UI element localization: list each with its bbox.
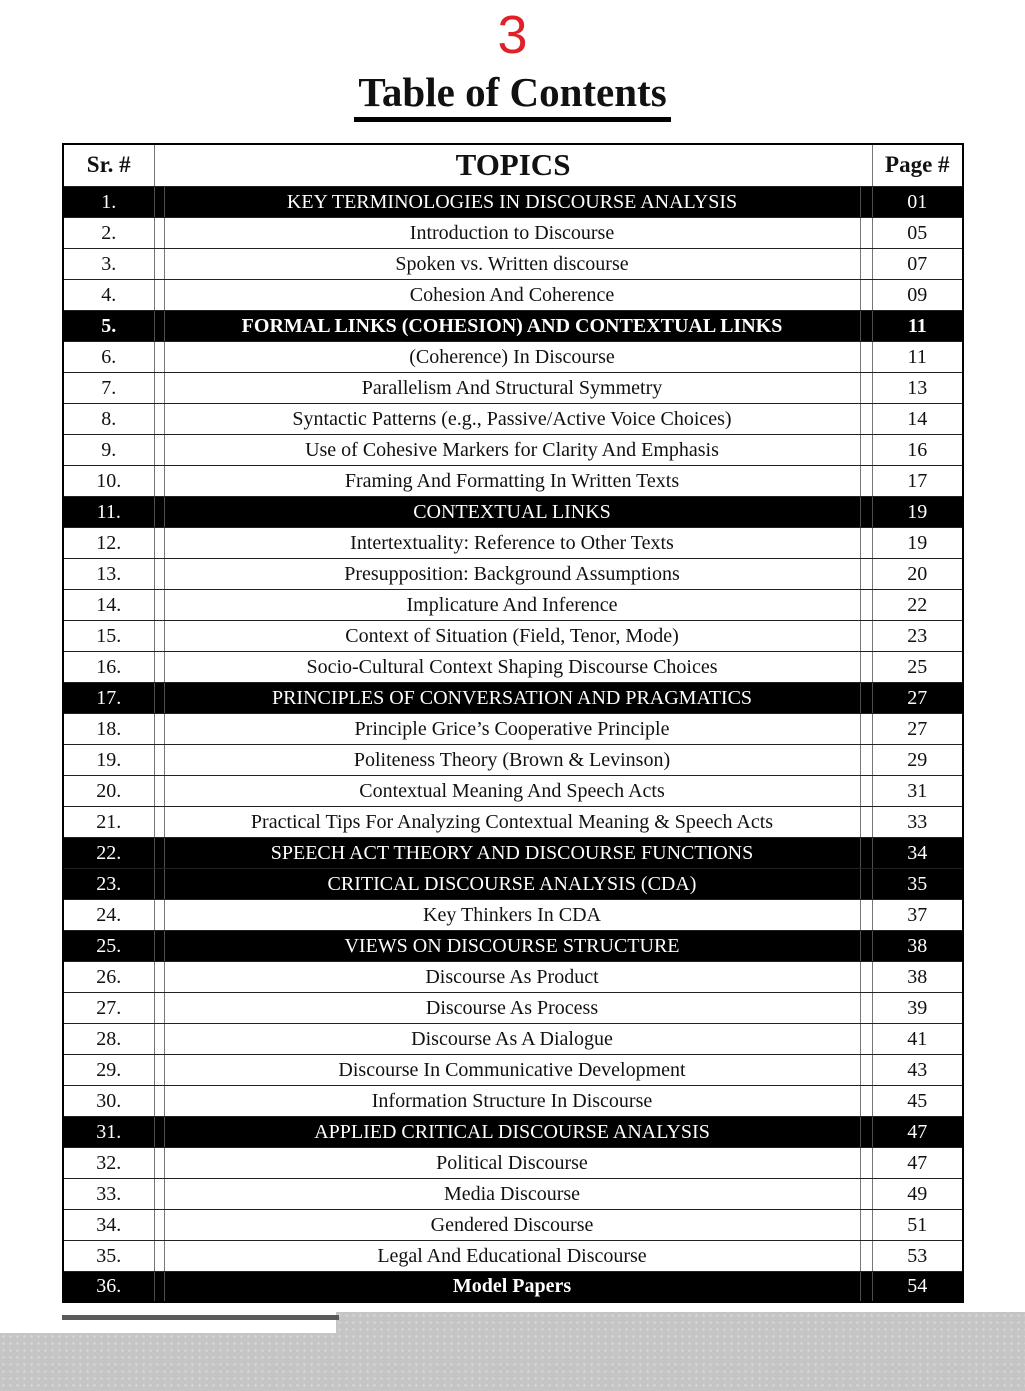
toc-row-sr: 31. bbox=[63, 1116, 154, 1147]
toc-row-page: 29 bbox=[872, 744, 963, 775]
toc-row-topic: Political Discourse bbox=[164, 1147, 860, 1178]
toc-row-gap bbox=[860, 279, 872, 310]
toc-row-gap bbox=[154, 1054, 164, 1085]
toc-row bbox=[63, 806, 963, 837]
toc-row-topic: Politeness Theory (Brown & Levinson) bbox=[164, 744, 860, 775]
toc-row-topic: Cohesion And Coherence bbox=[164, 279, 860, 310]
toc-row bbox=[63, 775, 963, 806]
toc-row-gap bbox=[154, 341, 164, 372]
toc-row-gap bbox=[154, 651, 164, 682]
toc-row-sr: 27. bbox=[63, 992, 154, 1023]
page-edge-shadow bbox=[62, 1315, 339, 1320]
toc-row-gap bbox=[860, 372, 872, 403]
toc-row-gap bbox=[860, 837, 872, 868]
toc-table bbox=[62, 143, 964, 1303]
toc-row-gap bbox=[860, 217, 872, 248]
toc-row-gap bbox=[860, 713, 872, 744]
toc-row-page: 45 bbox=[872, 1085, 963, 1116]
toc-row bbox=[63, 496, 963, 527]
toc-row-page: 19 bbox=[872, 496, 963, 527]
toc-row-gap bbox=[860, 775, 872, 806]
toc-row-topic: Parallelism And Structural Symmetry bbox=[164, 372, 860, 403]
toc-row bbox=[63, 372, 963, 403]
toc-row-gap bbox=[860, 1271, 872, 1302]
toc-row-page: 07 bbox=[872, 248, 963, 279]
toc-row-sr: 11. bbox=[63, 496, 154, 527]
toc-row bbox=[63, 186, 963, 217]
toc-row bbox=[63, 527, 963, 558]
toc-row-gap bbox=[860, 1116, 872, 1147]
header-page: Page # bbox=[872, 144, 963, 186]
toc-row-gap bbox=[860, 589, 872, 620]
toc-row bbox=[63, 248, 963, 279]
toc-row-gap bbox=[860, 1147, 872, 1178]
toc-row-sr: 14. bbox=[63, 589, 154, 620]
toc-row bbox=[63, 930, 963, 961]
toc-row-topic: Discourse As Process bbox=[164, 992, 860, 1023]
toc-row-page: 38 bbox=[872, 930, 963, 961]
toc-row-sr: 26. bbox=[63, 961, 154, 992]
toc-row-gap bbox=[860, 1209, 872, 1240]
toc-row-gap bbox=[154, 589, 164, 620]
toc-row-sr: 30. bbox=[63, 1085, 154, 1116]
toc-row-gap bbox=[154, 279, 164, 310]
toc-row-gap bbox=[860, 1240, 872, 1271]
toc-row-topic: Use of Cohesive Markers for Clarity And Emphasis bbox=[164, 434, 860, 465]
toc-row-gap bbox=[154, 1147, 164, 1178]
toc-row-gap bbox=[154, 806, 164, 837]
toc-row-page: 38 bbox=[872, 961, 963, 992]
toc-row bbox=[63, 403, 963, 434]
toc-row-gap bbox=[154, 1116, 164, 1147]
toc-row-gap bbox=[860, 1178, 872, 1209]
toc-row-gap bbox=[860, 1023, 872, 1054]
toc-row bbox=[63, 589, 963, 620]
toc-row bbox=[63, 899, 963, 930]
toc-row-page: 25 bbox=[872, 651, 963, 682]
toc-row bbox=[63, 620, 963, 651]
toc-row-gap bbox=[860, 651, 872, 682]
toc-row-sr: 19. bbox=[63, 744, 154, 775]
toc-row-sr: 22. bbox=[63, 837, 154, 868]
toc-row bbox=[63, 1240, 963, 1271]
page-number: 3 bbox=[497, 5, 528, 65]
toc-row-gap bbox=[154, 620, 164, 651]
toc-row bbox=[63, 310, 963, 341]
toc-row-gap bbox=[860, 434, 872, 465]
toc-row-topic: Discourse As Product bbox=[164, 961, 860, 992]
toc-row-sr: 8. bbox=[63, 403, 154, 434]
toc-row-gap bbox=[154, 403, 164, 434]
toc-row-sr: 6. bbox=[63, 341, 154, 372]
toc-row-gap bbox=[860, 620, 872, 651]
toc-row-topic: SPEECH ACT THEORY AND DISCOURSE FUNCTIONS bbox=[164, 837, 860, 868]
toc-row-gap bbox=[860, 1054, 872, 1085]
toc-row-topic: Syntactic Patterns (e.g., Passive/Active Voice Choices) bbox=[164, 403, 860, 434]
toc-row-topic: Gendered Discourse bbox=[164, 1209, 860, 1240]
toc-row bbox=[63, 992, 963, 1023]
toc-row-gap bbox=[154, 186, 164, 217]
toc-row-sr: 15. bbox=[63, 620, 154, 651]
toc-row-page: 31 bbox=[872, 775, 963, 806]
toc-row-gap bbox=[154, 775, 164, 806]
toc-row bbox=[63, 1054, 963, 1085]
toc-row bbox=[63, 1023, 963, 1054]
toc-row bbox=[63, 682, 963, 713]
toc-row-gap bbox=[154, 1240, 164, 1271]
toc-row-page: 05 bbox=[872, 217, 963, 248]
toc-row-gap bbox=[860, 310, 872, 341]
toc-row-topic: KEY TERMINOLOGIES IN DISCOURSE ANALYSIS bbox=[164, 186, 860, 217]
toc-row bbox=[63, 217, 963, 248]
toc-row-sr: 12. bbox=[63, 527, 154, 558]
toc-row-gap bbox=[860, 682, 872, 713]
toc-row-page: 01 bbox=[872, 186, 963, 217]
title-container bbox=[0, 69, 1025, 122]
toc-row-topic: CONTEXTUAL LINKS bbox=[164, 496, 860, 527]
toc-row-page: 19 bbox=[872, 527, 963, 558]
toc-row-topic: (Coherence) In Discourse bbox=[164, 341, 860, 372]
toc-row-sr: 20. bbox=[63, 775, 154, 806]
toc-row-topic: Discourse In Communicative Development bbox=[164, 1054, 860, 1085]
toc-row-gap bbox=[154, 837, 164, 868]
header-topics: TOPICS bbox=[154, 144, 872, 186]
toc-row-sr: 13. bbox=[63, 558, 154, 589]
toc-row-page: 14 bbox=[872, 403, 963, 434]
toc-row bbox=[63, 713, 963, 744]
toc-row-page: 53 bbox=[872, 1240, 963, 1271]
toc-row-sr: 34. bbox=[63, 1209, 154, 1240]
toc-row-topic: Contextual Meaning And Speech Acts bbox=[164, 775, 860, 806]
toc-row-topic: Socio-Cultural Context Shaping Discourse Choices bbox=[164, 651, 860, 682]
toc-row-gap bbox=[154, 744, 164, 775]
toc-row-gap bbox=[860, 992, 872, 1023]
toc-row-gap bbox=[860, 248, 872, 279]
toc-row-gap bbox=[154, 217, 164, 248]
toc-row-page: 43 bbox=[872, 1054, 963, 1085]
toc-row bbox=[63, 465, 963, 496]
toc-row-topic: Model Papers bbox=[164, 1271, 860, 1302]
page-title: Table of Contents bbox=[354, 72, 670, 122]
toc-row-topic: APPLIED CRITICAL DISCOURSE ANALYSIS bbox=[164, 1116, 860, 1147]
toc-row-gap bbox=[860, 930, 872, 961]
toc-row-gap bbox=[860, 465, 872, 496]
toc-row-sr: 1. bbox=[63, 186, 154, 217]
toc-row-topic: Context of Situation (Field, Tenor, Mode) bbox=[164, 620, 860, 651]
toc-row-sr: 29. bbox=[63, 1054, 154, 1085]
toc-row-page: 39 bbox=[872, 992, 963, 1023]
toc-row-topic: Principle Grice’s Cooperative Principle bbox=[164, 713, 860, 744]
toc-row-gap bbox=[154, 527, 164, 558]
toc-row-page: 20 bbox=[872, 558, 963, 589]
toc-row bbox=[63, 1085, 963, 1116]
toc-row-gap bbox=[860, 744, 872, 775]
toc-row bbox=[63, 1147, 963, 1178]
toc-row-sr: 3. bbox=[63, 248, 154, 279]
toc-row-gap bbox=[154, 1271, 164, 1302]
toc-row-page: 51 bbox=[872, 1209, 963, 1240]
toc-row-gap bbox=[154, 496, 164, 527]
toc-row-gap bbox=[860, 341, 872, 372]
toc-row-page: 22 bbox=[872, 589, 963, 620]
toc-row-sr: 21. bbox=[63, 806, 154, 837]
toc-row-topic: FORMAL LINKS (COHESION) AND CONTEXTUAL LINKS bbox=[164, 310, 860, 341]
toc-row-sr: 7. bbox=[63, 372, 154, 403]
toc-row-sr: 17. bbox=[63, 682, 154, 713]
toc-row-sr: 16. bbox=[63, 651, 154, 682]
toc-row bbox=[63, 279, 963, 310]
toc-row-topic: Key Thinkers In CDA bbox=[164, 899, 860, 930]
toc-row-sr: 36. bbox=[63, 1271, 154, 1302]
toc-row-gap bbox=[860, 806, 872, 837]
toc-row-gap bbox=[860, 899, 872, 930]
toc-row-page: 17 bbox=[872, 465, 963, 496]
toc-row-sr: 32. bbox=[63, 1147, 154, 1178]
toc-row-gap bbox=[154, 992, 164, 1023]
toc-row-sr: 10. bbox=[63, 465, 154, 496]
toc-row-topic: Introduction to Discourse bbox=[164, 217, 860, 248]
toc-row-gap bbox=[154, 248, 164, 279]
toc-row-sr: 23. bbox=[63, 868, 154, 899]
toc-row-sr: 35. bbox=[63, 1240, 154, 1271]
toc-row bbox=[63, 1209, 963, 1240]
toc-row-page: 41 bbox=[872, 1023, 963, 1054]
toc-row-gap bbox=[154, 1023, 164, 1054]
toc-row bbox=[63, 868, 963, 899]
toc-row-topic: Implicature And Inference bbox=[164, 589, 860, 620]
toc-row-sr: 33. bbox=[63, 1178, 154, 1209]
toc-row-page: 37 bbox=[872, 899, 963, 930]
toc-row-gap bbox=[860, 527, 872, 558]
toc-row bbox=[63, 434, 963, 465]
toc-header-row bbox=[63, 144, 963, 186]
toc-row-topic: Presupposition: Background Assumptions bbox=[164, 558, 860, 589]
toc-row-page: 11 bbox=[872, 310, 963, 341]
toc-row-topic: VIEWS ON DISCOURSE STRUCTURE bbox=[164, 930, 860, 961]
toc-row bbox=[63, 744, 963, 775]
toc-row-gap bbox=[154, 899, 164, 930]
toc-row-gap bbox=[154, 1178, 164, 1209]
toc-row-topic: Spoken vs. Written discourse bbox=[164, 248, 860, 279]
header-sr: Sr. # bbox=[63, 144, 154, 186]
toc-row-sr: 18. bbox=[63, 713, 154, 744]
toc-row-page: 09 bbox=[872, 279, 963, 310]
toc-row-gap bbox=[860, 961, 872, 992]
toc-row-gap bbox=[154, 1209, 164, 1240]
toc-row-topic: Information Structure In Discourse bbox=[164, 1085, 860, 1116]
toc-row-page: 16 bbox=[872, 434, 963, 465]
toc-row-gap bbox=[154, 558, 164, 589]
toc-row-gap bbox=[154, 682, 164, 713]
toc-row-sr: 4. bbox=[63, 279, 154, 310]
toc-row-gap bbox=[154, 465, 164, 496]
toc-row-topic: Media Discourse bbox=[164, 1178, 860, 1209]
toc-row bbox=[63, 1271, 963, 1302]
toc-row-gap bbox=[860, 403, 872, 434]
toc-row-page: 33 bbox=[872, 806, 963, 837]
toc-row-topic: Framing And Formatting In Written Texts bbox=[164, 465, 860, 496]
toc-row-sr: 24. bbox=[63, 899, 154, 930]
toc-row-gap bbox=[154, 434, 164, 465]
toc-row-gap bbox=[860, 1085, 872, 1116]
toc-row-page: 23 bbox=[872, 620, 963, 651]
toc-row-page: 47 bbox=[872, 1147, 963, 1178]
toc-row bbox=[63, 1178, 963, 1209]
toc-row-sr: 2. bbox=[63, 217, 154, 248]
toc-row-topic: Practical Tips For Analyzing Contextual Meaning & Speech Acts bbox=[164, 806, 860, 837]
toc-row-sr: 28. bbox=[63, 1023, 154, 1054]
toc-row bbox=[63, 651, 963, 682]
toc-row-gap bbox=[154, 961, 164, 992]
toc-row-topic: Intertextuality: Reference to Other Texts bbox=[164, 527, 860, 558]
toc-row-topic: Discourse As A Dialogue bbox=[164, 1023, 860, 1054]
toc-row bbox=[63, 1116, 963, 1147]
toc-row bbox=[63, 961, 963, 992]
toc-row bbox=[63, 558, 963, 589]
toc-row-gap bbox=[154, 1085, 164, 1116]
toc-row-sr: 5. bbox=[63, 310, 154, 341]
toc-row-topic: Legal And Educational Discourse bbox=[164, 1240, 860, 1271]
toc-row-page: 35 bbox=[872, 868, 963, 899]
toc-row-topic: CRITICAL DISCOURSE ANALYSIS (CDA) bbox=[164, 868, 860, 899]
toc-row-gap bbox=[154, 310, 164, 341]
toc-row-page: 54 bbox=[872, 1271, 963, 1302]
toc-row-page: 47 bbox=[872, 1116, 963, 1147]
toc-row-topic: PRINCIPLES OF CONVERSATION AND PRAGMATICS bbox=[164, 682, 860, 713]
toc-row-gap bbox=[154, 713, 164, 744]
toc-row-gap bbox=[860, 558, 872, 589]
toc-row-page: 49 bbox=[872, 1178, 963, 1209]
toc-row-gap bbox=[154, 930, 164, 961]
toc-row bbox=[63, 837, 963, 868]
toc-row-page: 27 bbox=[872, 682, 963, 713]
toc-row-gap bbox=[154, 868, 164, 899]
toc-row-sr: 9. bbox=[63, 434, 154, 465]
toc-row-gap bbox=[154, 372, 164, 403]
toc-row-gap bbox=[860, 868, 872, 899]
toc-row bbox=[63, 341, 963, 372]
toc-row-page: 27 bbox=[872, 713, 963, 744]
toc-row-page: 11 bbox=[872, 341, 963, 372]
toc-row-gap bbox=[860, 186, 872, 217]
toc-row-page: 13 bbox=[872, 372, 963, 403]
toc-row-gap bbox=[860, 496, 872, 527]
toc-row-page: 34 bbox=[872, 837, 963, 868]
toc-row-sr: 25. bbox=[63, 930, 154, 961]
